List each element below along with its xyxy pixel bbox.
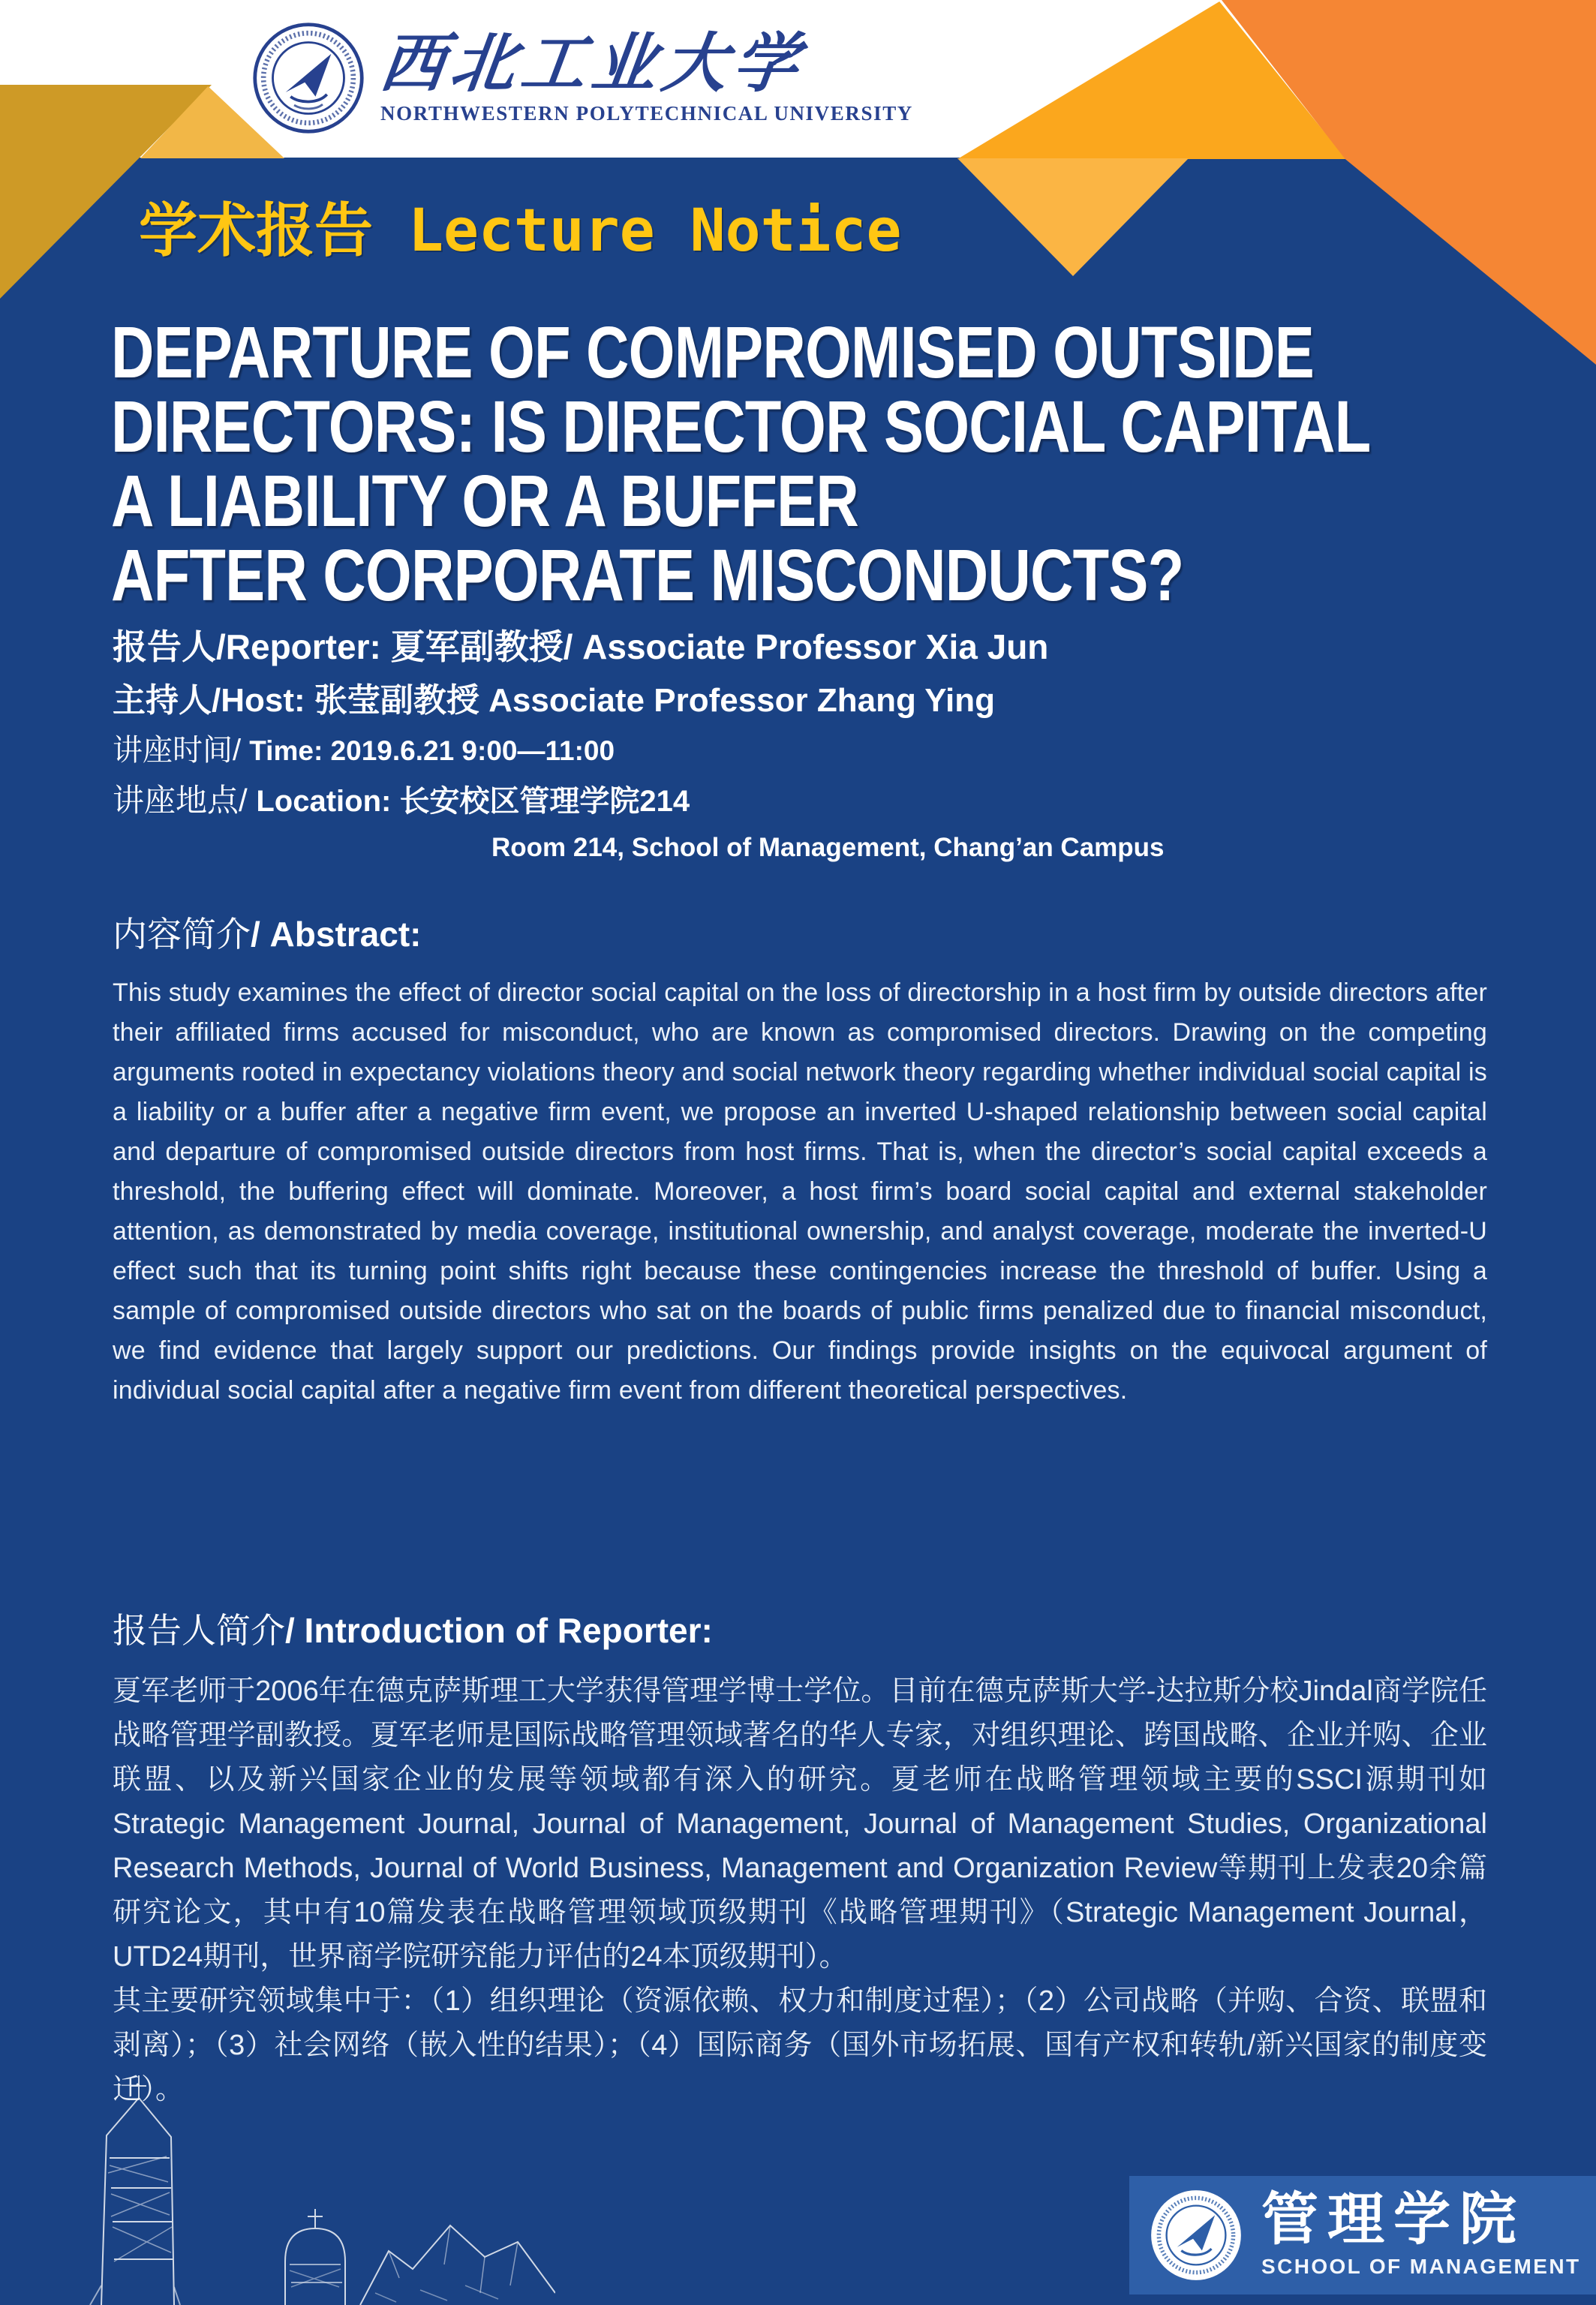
lecture-title <box>111 311 1596 616</box>
reporter-intro-heading-cn: 报告人简介 <box>113 1611 285 1650</box>
chalk-buildings-sketch-icon <box>60 2068 555 2305</box>
reporter-label: 报告人/Reporter: <box>113 627 381 666</box>
abstract-heading-cn: 内容简介 <box>113 915 251 954</box>
university-name-cn: 西北工业大学 <box>376 27 808 100</box>
university-header <box>251 21 913 135</box>
lecture-notice-banner <box>139 197 902 265</box>
reporter-intro-heading-en: / Introduction of Reporter: <box>285 1611 713 1650</box>
host-value: 张莹副教授 Associate Professor Zhang Ying <box>314 681 995 719</box>
time-value: Time: 2019.6.21 9:00—11:00 <box>249 735 615 767</box>
banner-title-en: Lecture Notice <box>407 197 902 265</box>
banner-title-cn: 学术报告 <box>139 197 374 265</box>
school-name-en: SCHOOL OF MANAGEMENT <box>1261 2255 1581 2278</box>
npu-emblem-icon <box>1149 2188 1243 2282</box>
abstract-section <box>113 914 1487 1411</box>
abstract-heading-en: / Abstract: <box>251 915 422 954</box>
reporter-intro-section <box>113 1610 1487 2112</box>
reporter-intro-body <box>113 1669 1487 2112</box>
decorative-triangle-amber-down-right <box>957 158 1189 276</box>
location-label: 讲座地点/ <box>113 783 248 819</box>
abstract-body: This study examines the effect of director social capital on the loss of directorship in a host firm by outside directors after their affiliated firms accused for misconduct, who are known as compromised directors. Drawing on the competing arguments rooted in expectancy violations theory and social network theory regarding whether individual social capital is a liability or a buffer after a negative firm event, we propose an inverted U-shaped relationship between social capital and departure of compromised outside directors from host firms. That is, when the director’s social capital exceeds a threshold, the buffering effect will dominate. Moreover, a host firm’s board social capital and external stakeholder attention, as demonstrated by media coverage, institutional ownership, and analyst coverage, moderate the inverted-U effect such that its turning point shifts right because these contingencies increase the threshold of buffer. Using a sample of compromised outside directors who sat on the boards of public firms penalized due to financial misconduct, we find evidence that largely support our predictions. Our findings provide insights on the equivocal argument of individual social capital after a negative firm event from different theoretical perspectives. <box>113 978 1487 1405</box>
lecture-title-line-3: A LIABILITY OR A BUFFER <box>111 460 858 542</box>
school-of-management-logo-box <box>1129 2176 1596 2294</box>
university-name-en: NORTHWESTERN POLYTECHNICAL UNIVERSITY <box>380 101 913 125</box>
university-name-block <box>376 27 913 125</box>
reporter-value: 夏军副教授/ Associate Professor Xia Jun <box>390 627 1049 666</box>
location-row <box>113 783 1165 819</box>
school-name-cn: 管理学院 <box>1261 2188 1525 2252</box>
lecture-title-line-1: DEPARTURE OF COMPROMISED OUTSIDE <box>111 311 1314 393</box>
school-of-management-name-block <box>1261 2188 1581 2279</box>
reporter-intro-heading <box>113 1610 1487 1651</box>
decorative-triangle-orange-right <box>1222 0 1596 365</box>
location-english-row: Room 214, School of Management, Chang’an Campus <box>491 832 1165 862</box>
time-label: 讲座时间/ <box>113 734 242 768</box>
npu-emblem-icon <box>251 21 365 135</box>
time-row <box>113 733 1165 768</box>
host-label: 主持人/Host: <box>113 681 305 719</box>
reporter-intro-paragraph-1: 夏军老师于2006年在德克萨斯理工大学获得管理学博士学位。目前在德克萨斯大学-达拉斯分校Jindal商学院任战略管理学副教授。夏军老师是国际战略管理领域著名的华人专家，对组织理论、跨国战略、企业并购、企业联盟、以及新兴国家企业的发展等领域都有深入的研究。夏老师在战略管理领域主要的SSCI源期刊如Strategic Management Journal, Journal of Management, Journal of Management Studies, Organizational Research Methods, Journal of World Business, Management and Organization Review等期刊上发表20余篇研究论文，其中有10篇发表在战略管理领域顶级期刊《战略管理期刊》（Strategic Management Journal，UTD24期刊，世界商学院研究能力评估的24本顶级期刊）。 <box>113 1675 1487 1973</box>
reporter-intro-paragraph-2: 其主要研究领域集中于：（1）组织理论（资源依赖、权力和制度过程）；（2）公司战略（并购、合资、联盟和剥离）；（3）社会网络（嵌入性的结果）；（4）国际商务（国外市场拓展、国有产权和转轨/新兴国家的制度变迁）。 <box>113 1985 1487 2106</box>
lecture-title-line-2: DIRECTORS: IS DIRECTOR SOCIAL CAPITAL <box>111 386 1371 467</box>
reporter-row <box>113 627 1165 667</box>
abstract-heading <box>113 914 1487 955</box>
lecture-title-line-4: AFTER CORPORATE MISCONDUCTS? <box>111 534 1184 616</box>
lecture-info-block <box>113 627 1165 863</box>
host-row <box>113 682 1165 720</box>
location-value: Location: 长安校区管理学院214 <box>256 785 690 819</box>
